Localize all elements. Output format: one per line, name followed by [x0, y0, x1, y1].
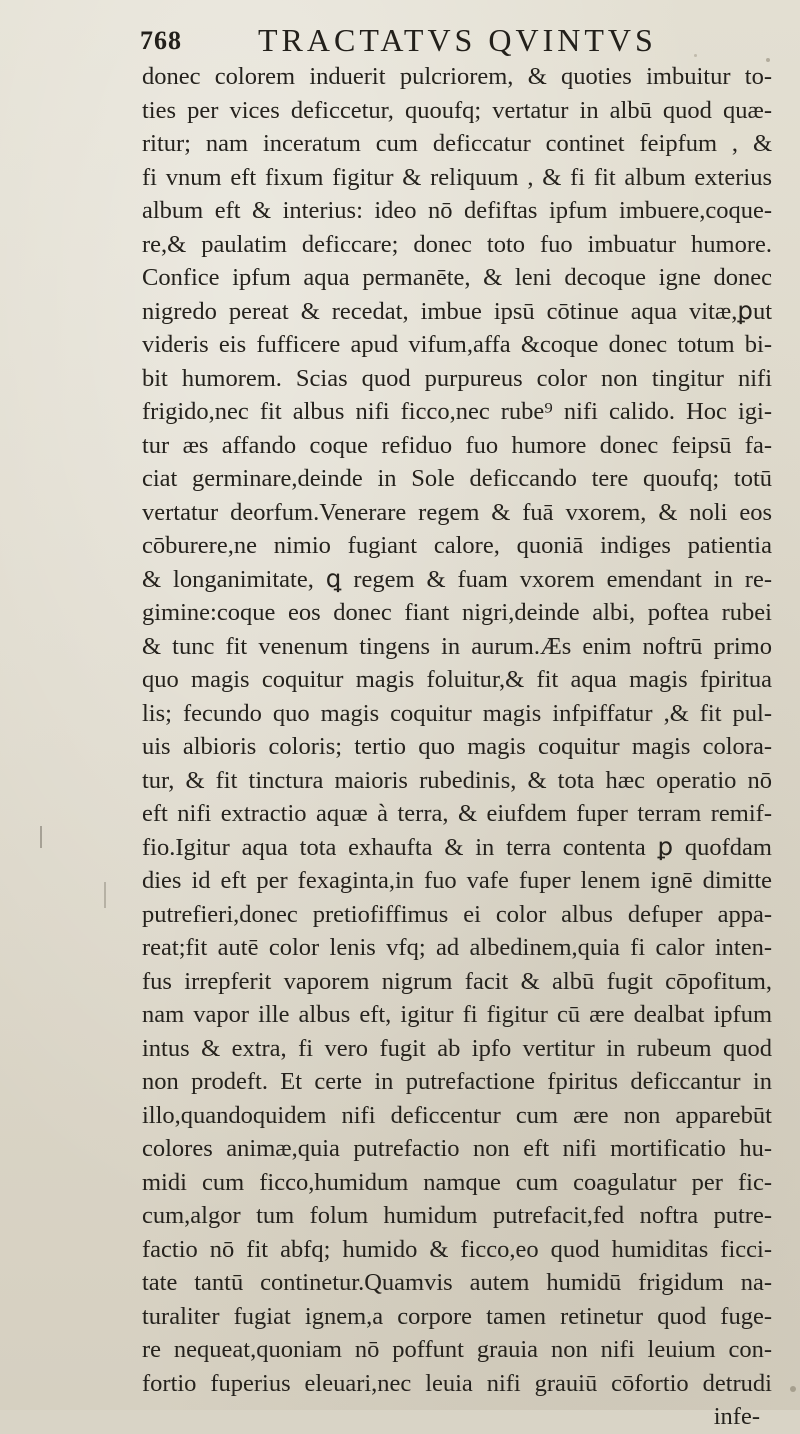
text-line: re,& paulatim deficcare; donec toto fuo imbuatur humore. — [142, 230, 772, 258]
page-header — [140, 22, 700, 62]
text-line: & longanimitate, ꝗ regem & fuam vxorem emendant in re- — [142, 565, 772, 593]
page-number: 768 — [140, 26, 182, 55]
text-line: gimine:coque eos donec fiant nigri,deinde albi, poftea rubei — [142, 599, 772, 626]
text-line: album eft & interius: ideo nō defiftas ipfum imbuere,coque- — [142, 197, 772, 224]
text-line: ritur; nam inceratum cum deficcatur continet feipfum , & — [142, 130, 772, 157]
text-line: nam vapor ille albus eft, igitur fi figitur cū ære dealbat ipfum — [142, 1001, 772, 1028]
text-line: & tunc fit venenum tingens in aurum.Æs enim noftrū primo — [142, 632, 772, 660]
text-line: Confice ipfum aqua permanēte, & leni decoque igne donec — [142, 264, 772, 291]
text-line: tate tantū continetur.Quamvis autem humidū frigidum na- — [142, 1269, 772, 1296]
text-line: bit humorem. Scias quod purpureus color non tingitur nifi — [142, 364, 772, 392]
text-line: uis albioris coloris; tertio quo magis coquitur magis colora- — [142, 733, 772, 760]
text-line: turaliter fugiat ignem,a corpore tamen retinetur quod fuge- — [142, 1302, 772, 1330]
text-line: fortio fuperius eleuari,nec leuia nifi grauiū cōfortio detrudi — [142, 1369, 772, 1397]
margin-mark — [104, 882, 106, 908]
running-head: TRACTATVS QVINTVS — [258, 22, 657, 58]
text-line: videris eis fufficere apud vifum,affa &coque donec totum bi- — [142, 331, 772, 358]
text-line: ties per vices deficcetur, quoufq; vertatur in albū quod quæ- — [142, 96, 772, 124]
text-line: lis; fecundo quo magis coquitur magis infpiffatur ,& fit pul- — [142, 699, 772, 727]
text-line: fus irrepferit vaporem nigrum facit & albū fugit cōpofitum, — [142, 967, 772, 995]
text-line: fio.Igitur aqua tota exhaufta & in terra contenta ꝑ quofdam — [142, 833, 772, 861]
text-line: quo magis coquitur magis foluitur,& fit aqua magis fpiritua — [142, 666, 772, 693]
text-line: re nequeat,quoniam nō poffunt grauia non nifi leuium con- — [142, 1336, 772, 1363]
text-line: midi cum ficco,humidum namque cum coagulatur per fic- — [142, 1168, 772, 1196]
text-line: cum,algor tum folum humidum putrefacit,fed noftra putre- — [142, 1202, 772, 1229]
text-line: cōburere,ne nimio fugiant calore, quoniā indiges patientia — [142, 532, 772, 559]
text-line: dies id eft per fexaginta,in fuo vafe fuper lenem ignē dimitte — [142, 867, 772, 894]
text-line: frigido,nec fit albus nifi ficco,nec rube⁹ nifi calido. Hoc igi- — [142, 398, 772, 425]
text-line: tur æs affando coque refiduo fuo humore donec feipsū fa- — [142, 431, 772, 459]
text-line: tur, & fit tinctura maioris rubedinis, & tota hæc operatio nō — [142, 766, 772, 794]
body-text — [142, 60, 772, 1434]
text-line: ciat germinare,deinde in Sole deficcando tere quoufq; totū — [142, 465, 772, 492]
text-line: colores animæ,quia putrefactio non eft nifi mortificatio hu- — [142, 1135, 772, 1162]
text-line: factio nō fit abfq; humido & ficco,eo quod humiditas ficci- — [142, 1235, 772, 1263]
text-line: vertatur deorfum.Venerare regem & fuā vxorem, & noli eos — [142, 498, 772, 526]
margin-mark — [40, 826, 42, 848]
text-line: non prodeft. Et certe in putrefactione fpiritus deficcantur in — [142, 1068, 772, 1095]
text-line: fi vnum eft fixum figitur & reliquum , & fi fit album exterius — [142, 163, 772, 191]
text-line: eft nifi extractio aquæ à terra, & eiufdem fuper terram remif- — [142, 800, 772, 827]
text-line: illo,quandoquidem nifi deficcentur cum ære non apparebūt — [142, 1101, 772, 1129]
text-line: reat;fit autē color lenis vfq; ad albedinem,quia fi calor inten- — [142, 934, 772, 961]
text-line: putrefieri,donec pretiofiffimus ei color albus defuper appa- — [142, 900, 772, 928]
text-line: infe- — [713, 1403, 760, 1430]
text-line: donec colorem induerit pulcriorem, & quoties imbuitur to- — [142, 63, 772, 90]
foxing-spot — [790, 1386, 796, 1392]
text-line: intus & extra, fi vero fugit ab ipfo vertitur in rubeum quod — [142, 1034, 772, 1062]
text-line: nigredo pereat & recedat, imbue ipsū cōtinue aqua vitæ,ꝑut — [142, 297, 772, 325]
